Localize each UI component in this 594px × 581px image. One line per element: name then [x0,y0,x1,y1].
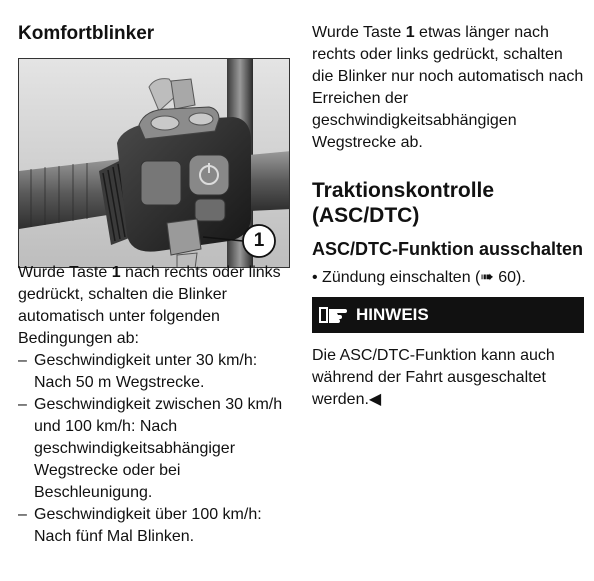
section-heading-traktionskontrolle: Traktionskontrolle (ASC/DTC) [312,179,495,227]
long-press-key-number: 1 [405,24,415,41]
intro-text-start: Wurde Taste [18,264,112,281]
pointing-hand-icon [318,304,348,326]
condition-list [18,350,290,548]
long-press-text-end: etwas länger nach rechts oder links gedrückt, schalten die Blinker nur noch automatisch nach Erreichen der geschwindigkeitsabhängigen Wegstrecke ab. [312,24,584,151]
section-heading-komfortblinker: Komfortblinker [18,23,155,44]
handlebar-switch-illustration [18,58,290,268]
subheading-asc-dtc-ausschalten: ASC/DTC-Funktion ausschalten [312,239,584,259]
komfortblinker-long-press-text [312,22,584,154]
intro-text-end: nach rechts oder links gedrückt, schalten die Blinker automatisch unter folgenden Bedingungen ab: [18,264,281,347]
right-column [312,22,584,411]
left-column [18,22,290,545]
hinweis-bar [312,297,584,333]
komfortblinker-intro [18,262,290,350]
hinweis-text: Die ASC/DTC-Funktion kann auch während der Fahrt ausgeschaltet werden.◀ [312,347,555,408]
callout-number: 1 [253,230,265,251]
intro-key-number: 1 [111,264,121,281]
step-zuendung-einschalten: • Zündung einschalten (➠ 60). [312,269,526,286]
condition-item: – Geschwindigkeit zwischen 30 km/h und 100 km/h: Nach geschwindigkeitsabhängiger Wegstrecke oder bei Beschleunigung. [18,394,290,504]
condition-item: – Geschwindigkeit unter 30 km/h: Nach 50 m Wegstrecke. [18,350,290,394]
hinweis-title: HINWEIS [356,305,429,324]
left-body-text [18,262,290,548]
long-press-text-start: Wurde Taste [312,24,406,41]
condition-item: – Geschwindigkeit über 100 km/h: Nach fünf Mal Blinken. [18,504,290,548]
